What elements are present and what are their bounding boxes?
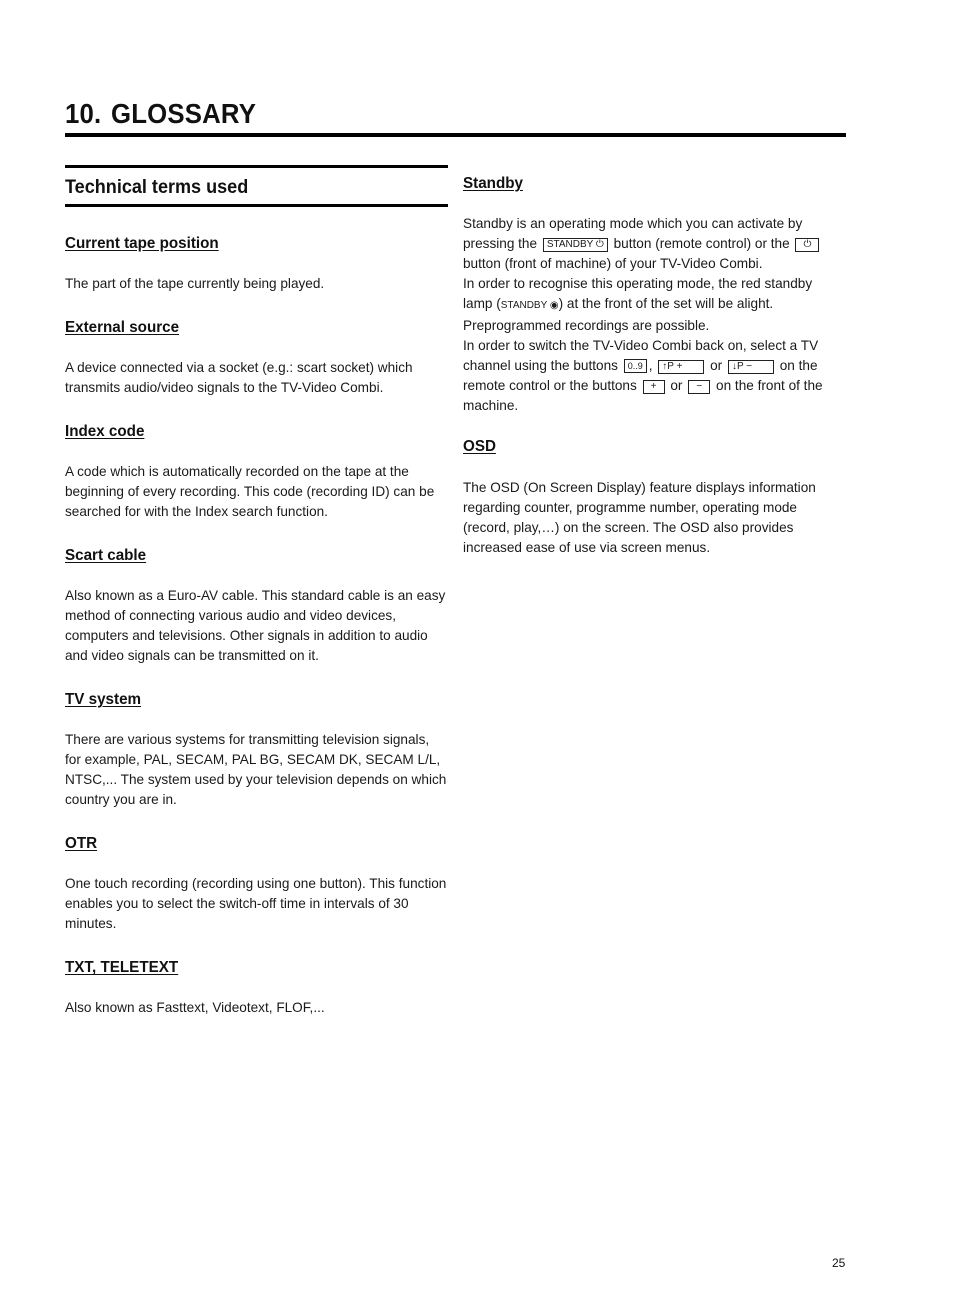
chapter-title (65, 98, 256, 130)
definition-current-tape-position: The part of the tape currently being played. (65, 276, 325, 291)
section-header (65, 165, 448, 207)
definition-otr: One touch recording (recording using one button). This function enables you to select the switch-off time in intervals of 30 minutes. (65, 876, 447, 931)
term-standby: Standby (463, 175, 523, 192)
standby-button-icon: STANDBY ⏻ (543, 238, 608, 252)
chapter-number: 10. (65, 98, 102, 129)
program-up-button-icon: ↑P + (658, 360, 704, 374)
term-scart-cable: Scart cable (65, 547, 147, 564)
standby-text-2: button (remote control) or the (613, 236, 790, 251)
standby-text-11: or (670, 378, 683, 393)
standby-lamp-icon: STANDBY ◉ (500, 300, 559, 311)
standby-text-3: button (front of machine) of your TV-Video Combi. (463, 256, 763, 271)
definition-tv-system: There are various systems for transmitting television signals, for example, PAL, SECAM, PAL BG, SECAM DK, SECAM L/L, NTSC,... The system used by your television depends on which country you are in. (65, 732, 447, 807)
definition-index-code: A code which is automatically recorded on the tape at the beginning of every recording. This code (recording ID) can be searched for with the Index search function. (65, 464, 435, 519)
standby-text-4: In order to recognise this operating mode, the red standby lamp ( (463, 276, 813, 311)
definition-external-source: A device connected via a socket (e.g.: scart socket) which transmits audio/video signals to the TV-Video Combi. (65, 360, 413, 395)
standby-text-7: In order to switch the TV-Video Combi back on, select a TV channel using the buttons (463, 338, 819, 373)
definition-scart-cable: Also known as a Euro-AV cable. This standard cable is an easy method of connecting various audio and video devices, computers and televisions. Other signals in addition to audio and video signals can be transmitted on it. (65, 588, 446, 663)
page-number: 25 (832, 1256, 846, 1270)
definition-txt-teletext: Also known as Fasttext, Videotext, FLOF,... (65, 1000, 325, 1015)
program-down-button-icon: ↓P − (728, 360, 774, 374)
standby-text-9: or (710, 358, 723, 373)
term-otr: OTR (65, 835, 98, 852)
definition-osd: The OSD (On Screen Display) feature displays information regarding counter, programme number, operating mode (record, play,…) on the screen. The OSD also provides increased ease of use via screen menus. (463, 480, 816, 555)
term-tv-system: TV system (65, 691, 142, 708)
plus-button-icon: + (643, 380, 665, 394)
chapter-title-text: GLOSSARY (111, 98, 257, 129)
term-txt-teletext: TXT, TELETEXT (65, 959, 179, 976)
definition-standby (463, 214, 835, 416)
standby-text-5: ) at the front of the set will be alight. (558, 296, 774, 311)
term-current-tape-position: Current tape position (65, 235, 219, 252)
power-button-icon: ⏻ (795, 238, 819, 252)
standby-text-10: on the remote control or the buttons (463, 358, 818, 393)
digit-buttons-icon: 0..9 (624, 359, 647, 373)
term-external-source: External source (65, 319, 180, 336)
term-index-code: Index code (65, 423, 145, 440)
standby-text-1: Standby is an operating mode which you can activate by pressing the (463, 216, 803, 251)
minus-button-icon: − (688, 380, 710, 394)
standby-text-6: Preprogrammed recordings are possible. (463, 318, 710, 333)
section-title: Technical terms used (65, 177, 249, 198)
term-osd: OSD (463, 438, 496, 455)
standby-text-8: , (648, 358, 653, 373)
standby-text-12: on the front of the machine. (463, 378, 823, 413)
chapter-divider (65, 133, 846, 137)
